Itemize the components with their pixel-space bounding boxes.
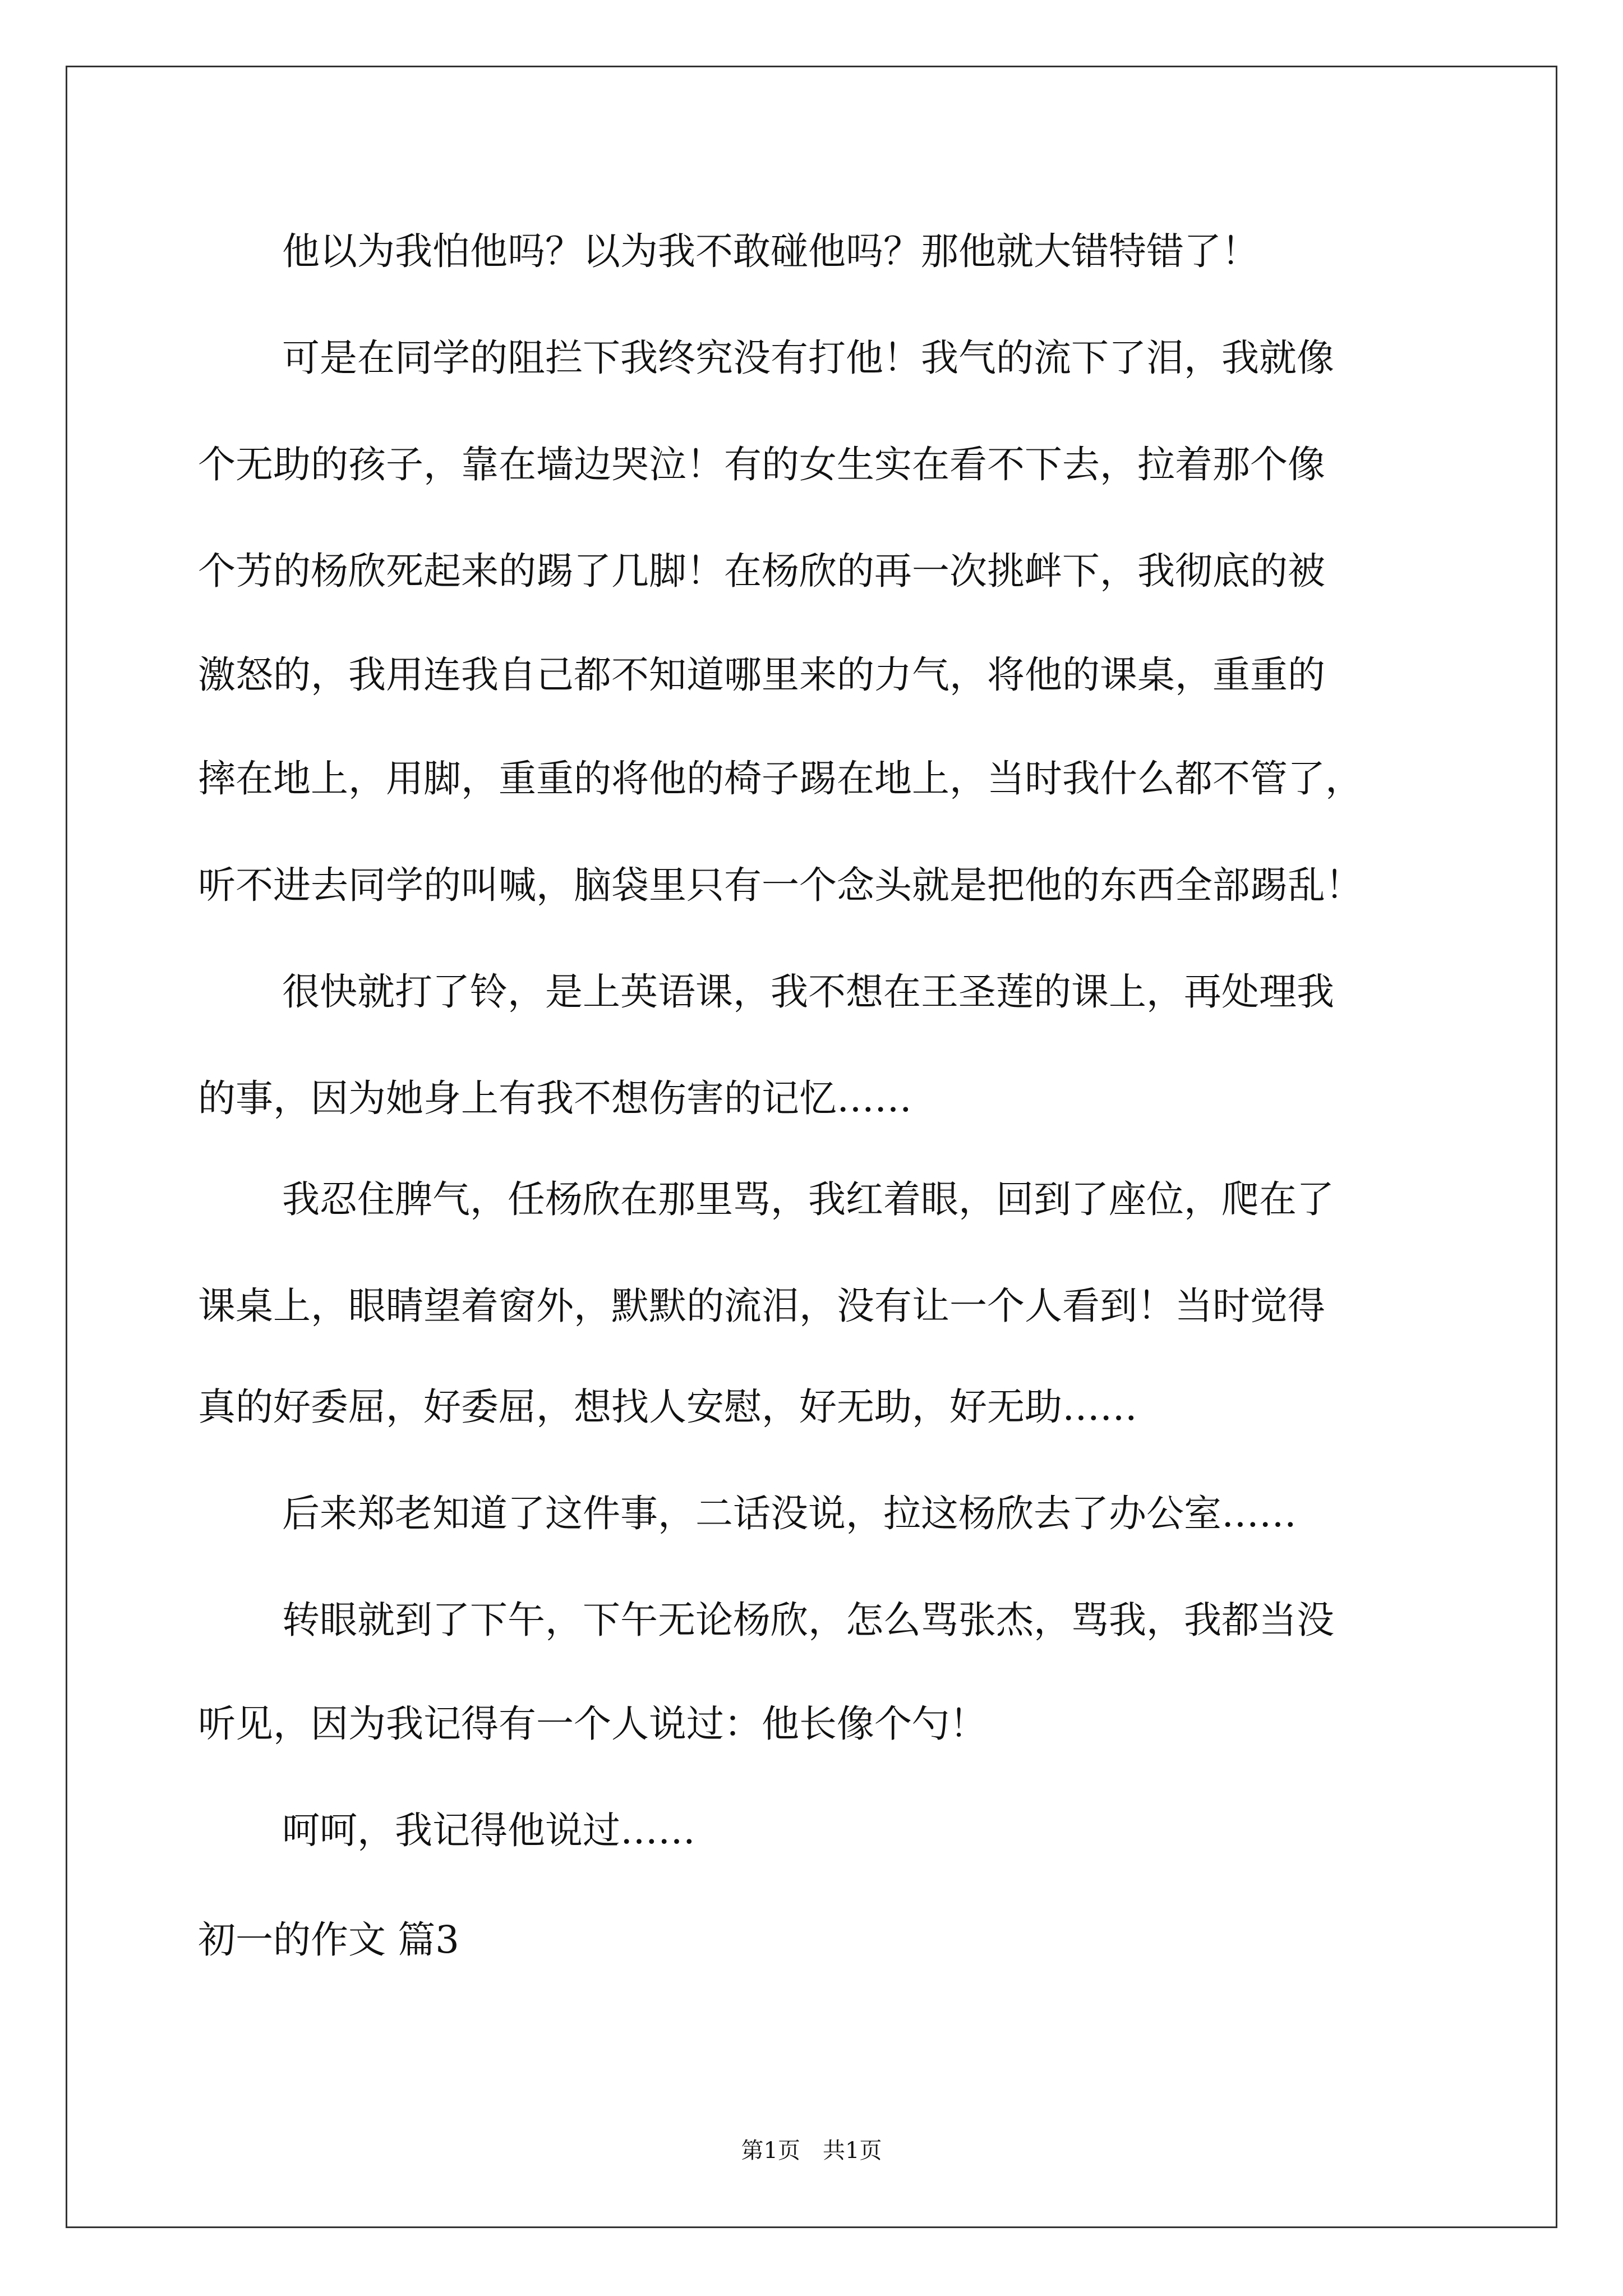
paragraph-line: 听见，因为我记得有一个人说过：他长像个勺！ xyxy=(198,1702,987,1746)
paragraph-line: 转眼就到了下午，下午无论杨欣，怎么骂张杰，骂我，我都当没 xyxy=(282,1598,1334,1642)
paragraph-line: 激怒的，我用连我自己都不知道哪里来的力气，将他的课桌，重重的 xyxy=(198,653,1325,697)
paragraph-line: 的事，因为她身上有我不想伤害的记忆…… xyxy=(198,1076,912,1120)
paragraph-line: 呵呵，我记得他说过…… xyxy=(282,1809,695,1852)
paragraph-line: 后来郑老知道了这件事，二话没说，拉这杨欣去了办公室…… xyxy=(282,1492,1297,1535)
paragraph-line: 个无助的孩子，靠在墙边哭泣！有的女生实在看不下去，拉着那个像 xyxy=(198,443,1325,486)
paragraph-line: 可是在同学的阻拦下我终究没有打他！我气的流下了泪，我就像 xyxy=(282,336,1334,380)
paragraph-line: 课桌上，眼睛望着窗外，默默的流泪，没有让一个人看到！当时觉得 xyxy=(198,1284,1325,1328)
paragraph-line: 个艻的杨欣死起来的踢了几脚！在杨欣的再一次挑衅下，我彻底的被 xyxy=(198,549,1325,593)
paragraph-line: 他以为我怕他吗？以为我不敢碰他吗？那他就大错特错了！ xyxy=(282,229,1259,273)
page-footer: 第1页 共1页 xyxy=(741,2138,882,2164)
paragraph-line: 听不进去同学的叫喊，脑袋里只有一个念头就是把他的东西全部踢乱！ xyxy=(198,863,1363,907)
page-border xyxy=(66,66,1557,2228)
section-heading: 初一的作文 篇3 xyxy=(198,1918,459,1962)
paragraph-line: 摔在地上，用脚，重重的将他的椅子踢在地上，当时我什么都不管了， xyxy=(198,757,1363,800)
paragraph-line: 我忍住脾气，任杨欣在那里骂，我红着眼，回到了座位，爬在了 xyxy=(282,1177,1334,1221)
paragraph-line: 真的好委屈，好委屈，想找人安慰，好无助，好无助…… xyxy=(198,1385,1137,1429)
paragraph-line: 很快就打了铃，是上英语课，我不想在王圣莲的课上，再处理我 xyxy=(282,970,1334,1014)
